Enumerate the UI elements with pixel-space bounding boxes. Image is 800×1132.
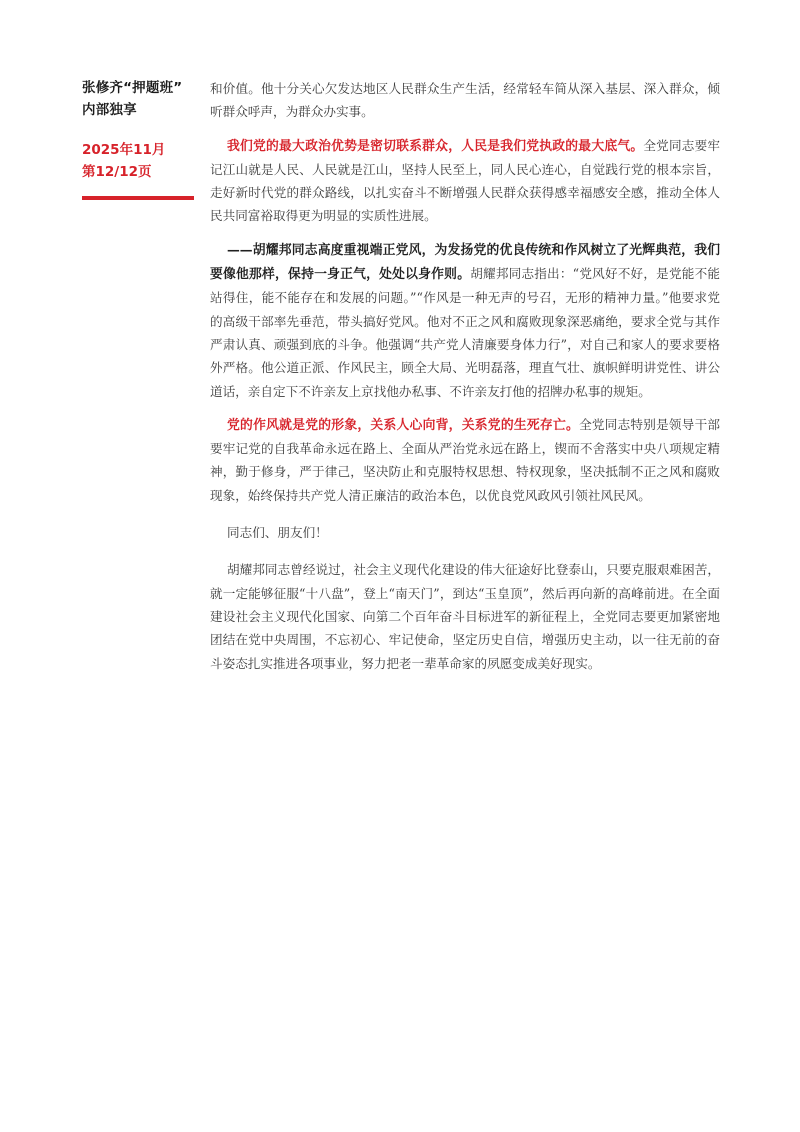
sidebar-divider bbox=[82, 196, 194, 200]
paragraph-1: 和价值。他十分关心欠发达地区人民群众生产生活，经常轻车简从深入基层、深入群众，倾听群众呼声，为群众办实事。 bbox=[210, 81, 720, 120]
paragraph-2-lead: 我们党的最大政治优势是密切联系群众，人民是我们党执政的最大底气。 bbox=[227, 138, 644, 154]
sidebar-page-number: 第12/12页 bbox=[82, 164, 152, 180]
sidebar-title-line1: 张修齐“押题班” bbox=[82, 80, 183, 96]
sidebar-title-line2: 内部独享 bbox=[82, 102, 137, 118]
sidebar-title bbox=[82, 77, 194, 121]
paragraph-5: 同志们、朋友们！ bbox=[227, 525, 328, 541]
paragraph-3-lead: ——胡耀邦同志高度重视端正党风，为发扬党的优良传统和作风树立了光辉典范，我们要像他那样，保持一身正气，处处以身作则。 bbox=[210, 242, 720, 283]
paragraph-6: 胡耀邦同志曾经说过，社会主义现代化建设的伟大征途好比登泰山，只要克服艰难困苦，就一定能够征服“十八盘”，登上“南天门”，到达“玉皇顶”，然后再向新的高峰前进。在全面建设社会主义现代化国家、向第二个百年奋斗目标进军的新征程上，全党同志要更加紧密地团结在党中央周围，不忘初心、牢记使命，坚定历史自信，增强历史主动，以一往无前的奋斗姿态扎实推进各项事业，努力把老一辈革命家的夙愿变成美好现实。 bbox=[210, 562, 720, 671]
paragraph-3 bbox=[210, 238, 720, 403]
paragraph-2 bbox=[210, 134, 720, 228]
sidebar-date: 2025年11月 bbox=[82, 142, 166, 158]
sidebar bbox=[82, 77, 194, 200]
paragraph-4 bbox=[210, 413, 720, 507]
article-body bbox=[210, 77, 720, 685]
paragraph-4-lead: 党的作风就是党的形象，关系人心向背，关系党的生死存亡。 bbox=[227, 417, 580, 433]
paragraph-2-body: 全党同志要牢记江山就是人民、人民就是江山，坚持人民至上，同人民心连心，自觉践行党的根本宗旨，走好新时代党的群众路线，以扎实奋斗不断增强人民群众获得感幸福感安全感，推动全体人民共同富裕取得更为明显的实质性进展。 bbox=[210, 137, 721, 224]
sidebar-date-block bbox=[82, 139, 194, 183]
paragraph-3-body: 胡耀邦同志指出：“党风好不好，是党能不能站得住，能不能存在和发展的问题。”“作风是一种无声的号召，无形的精神力量。”他要求党的高级干部率先垂范，带头搞好党风。他对不正之风和腐败现象深恶痛绝，要求全党与其作严肃认真、顽强到底的斗争。他强调“共产党人清廉要身体力行”，对自己和家人的要求要格外严格。他公道正派、作风民主，顾全大局、光明磊落，理直气壮、旗帜鲜明讲党性、讲公道话，亲自定下不许亲友上京找他办私事、不许亲友打他的招牌办私事的规矩。 bbox=[210, 266, 720, 399]
paragraph-4-body: 全党同志特别是领导干部要牢记党的自我革命永远在路上、全面从严治党永远在路上，锲而不舍落实中央八项规定精神，勤于修身，严于律己，坚决防止和克服特权思想、特权现象，坚决抵制不正之风和腐败现象，始终保持共产党人清正廉洁的政治本色，以优良党风政风引领社风民风。 bbox=[210, 416, 721, 503]
